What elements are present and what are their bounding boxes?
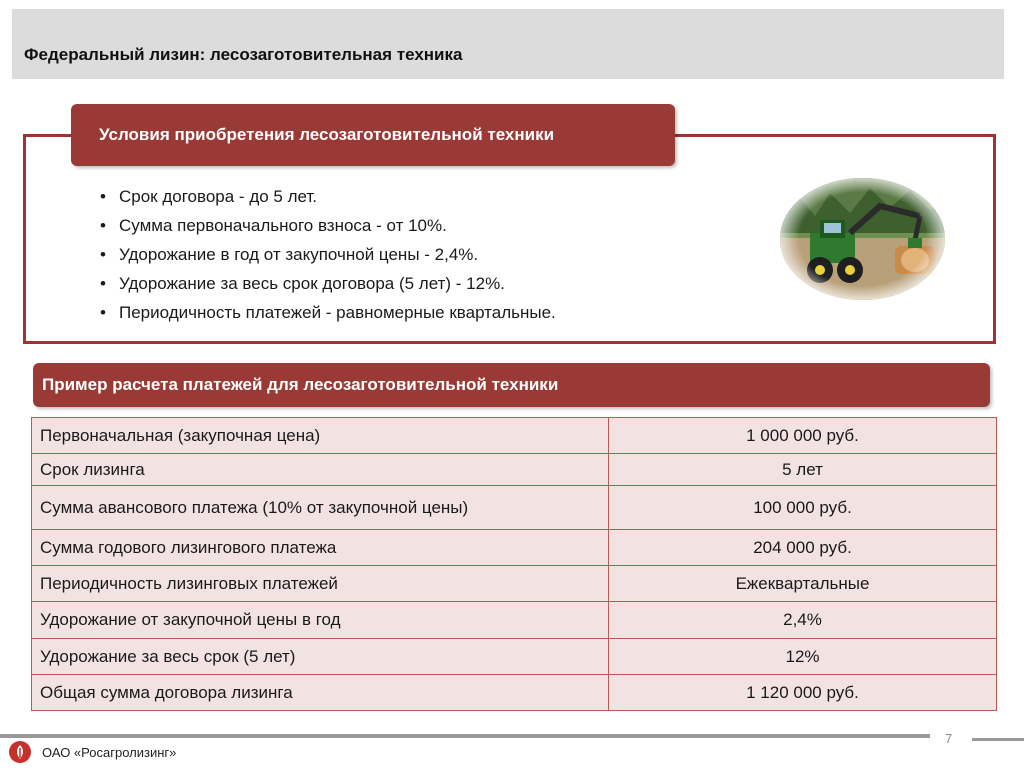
bullet: • — [100, 303, 106, 322]
table-cell-label: Сумма годового лизингового платежа — [32, 530, 609, 566]
table-row — [32, 486, 997, 530]
list-item-text: Периодичность платежей - равномерные квартальные. — [119, 303, 556, 322]
list-item — [100, 269, 556, 298]
table-cell-label: Сумма авансового платежа (10% от закупочной цены) — [32, 486, 609, 530]
footer-divider — [0, 734, 930, 738]
table-row — [32, 675, 997, 711]
bullet: • — [100, 245, 106, 264]
list-item-text: Удорожание в год от закупочной цены - 2,4%. — [119, 245, 479, 264]
list-item — [100, 211, 556, 240]
table-cell-label: Удорожание за весь срок (5 лет) — [32, 639, 609, 675]
table-cell-value: 2,4% — [609, 602, 997, 639]
table-cell-value: 100 000 руб. — [609, 486, 997, 530]
table-row — [32, 418, 997, 454]
list-item — [100, 240, 556, 269]
company-name: ОАО «Росагролизинг» — [42, 745, 177, 760]
table-cell-value: 1 000 000 руб. — [609, 418, 997, 454]
conditions-header — [71, 104, 675, 166]
list-item-text: Срок договора - до 5 лет. — [119, 187, 318, 206]
table-cell-value: 1 120 000 руб. — [609, 675, 997, 711]
table-row — [32, 454, 997, 486]
table-row — [32, 530, 997, 566]
table-row — [32, 639, 997, 675]
list-item — [100, 298, 556, 327]
title-bar — [12, 9, 1004, 79]
table-row — [32, 602, 997, 639]
bullet: • — [100, 187, 106, 206]
bullet: • — [100, 274, 106, 293]
list-item-text: Сумма первоначального взноса - от 10%. — [119, 216, 447, 235]
table-cell-value: 12% — [609, 639, 997, 675]
conditions-list — [100, 182, 556, 327]
conditions-header-text: Условия приобретения лесозаготовительной техники — [99, 125, 555, 144]
bullet: • — [100, 216, 106, 235]
table-cell-label: Общая сумма договора лизинга — [32, 675, 609, 711]
list-item — [100, 182, 556, 211]
forestry-machine-illustration — [780, 178, 945, 300]
forestry-machine-photo — [780, 178, 945, 300]
table-cell-label: Удорожание от закупочной цены в год — [32, 602, 609, 639]
table-cell-value: 5 лет — [609, 454, 997, 486]
table-cell-label: Срок лизинга — [32, 454, 609, 486]
table-row — [32, 566, 997, 602]
calc-header — [33, 363, 990, 407]
list-item-text: Удорожание за весь срок договора (5 лет) - 12%. — [119, 274, 505, 293]
calc-table — [31, 417, 997, 711]
table-cell-label: Первоначальная (закупочная цена) — [32, 418, 609, 454]
page-title: Федеральный лизин: лесозаготовительная техника — [24, 45, 463, 64]
company-logo-icon — [8, 740, 32, 764]
footer-divider-right — [972, 738, 1024, 741]
page-number: 7 — [945, 731, 953, 746]
table-cell-label: Периодичность лизинговых платежей — [32, 566, 609, 602]
table-cell-value: 204 000 руб. — [609, 530, 997, 566]
calc-header-text: Пример расчета платежей для лесозаготовительной техники — [42, 375, 559, 394]
table-cell-value: Ежеквартальные — [609, 566, 997, 602]
